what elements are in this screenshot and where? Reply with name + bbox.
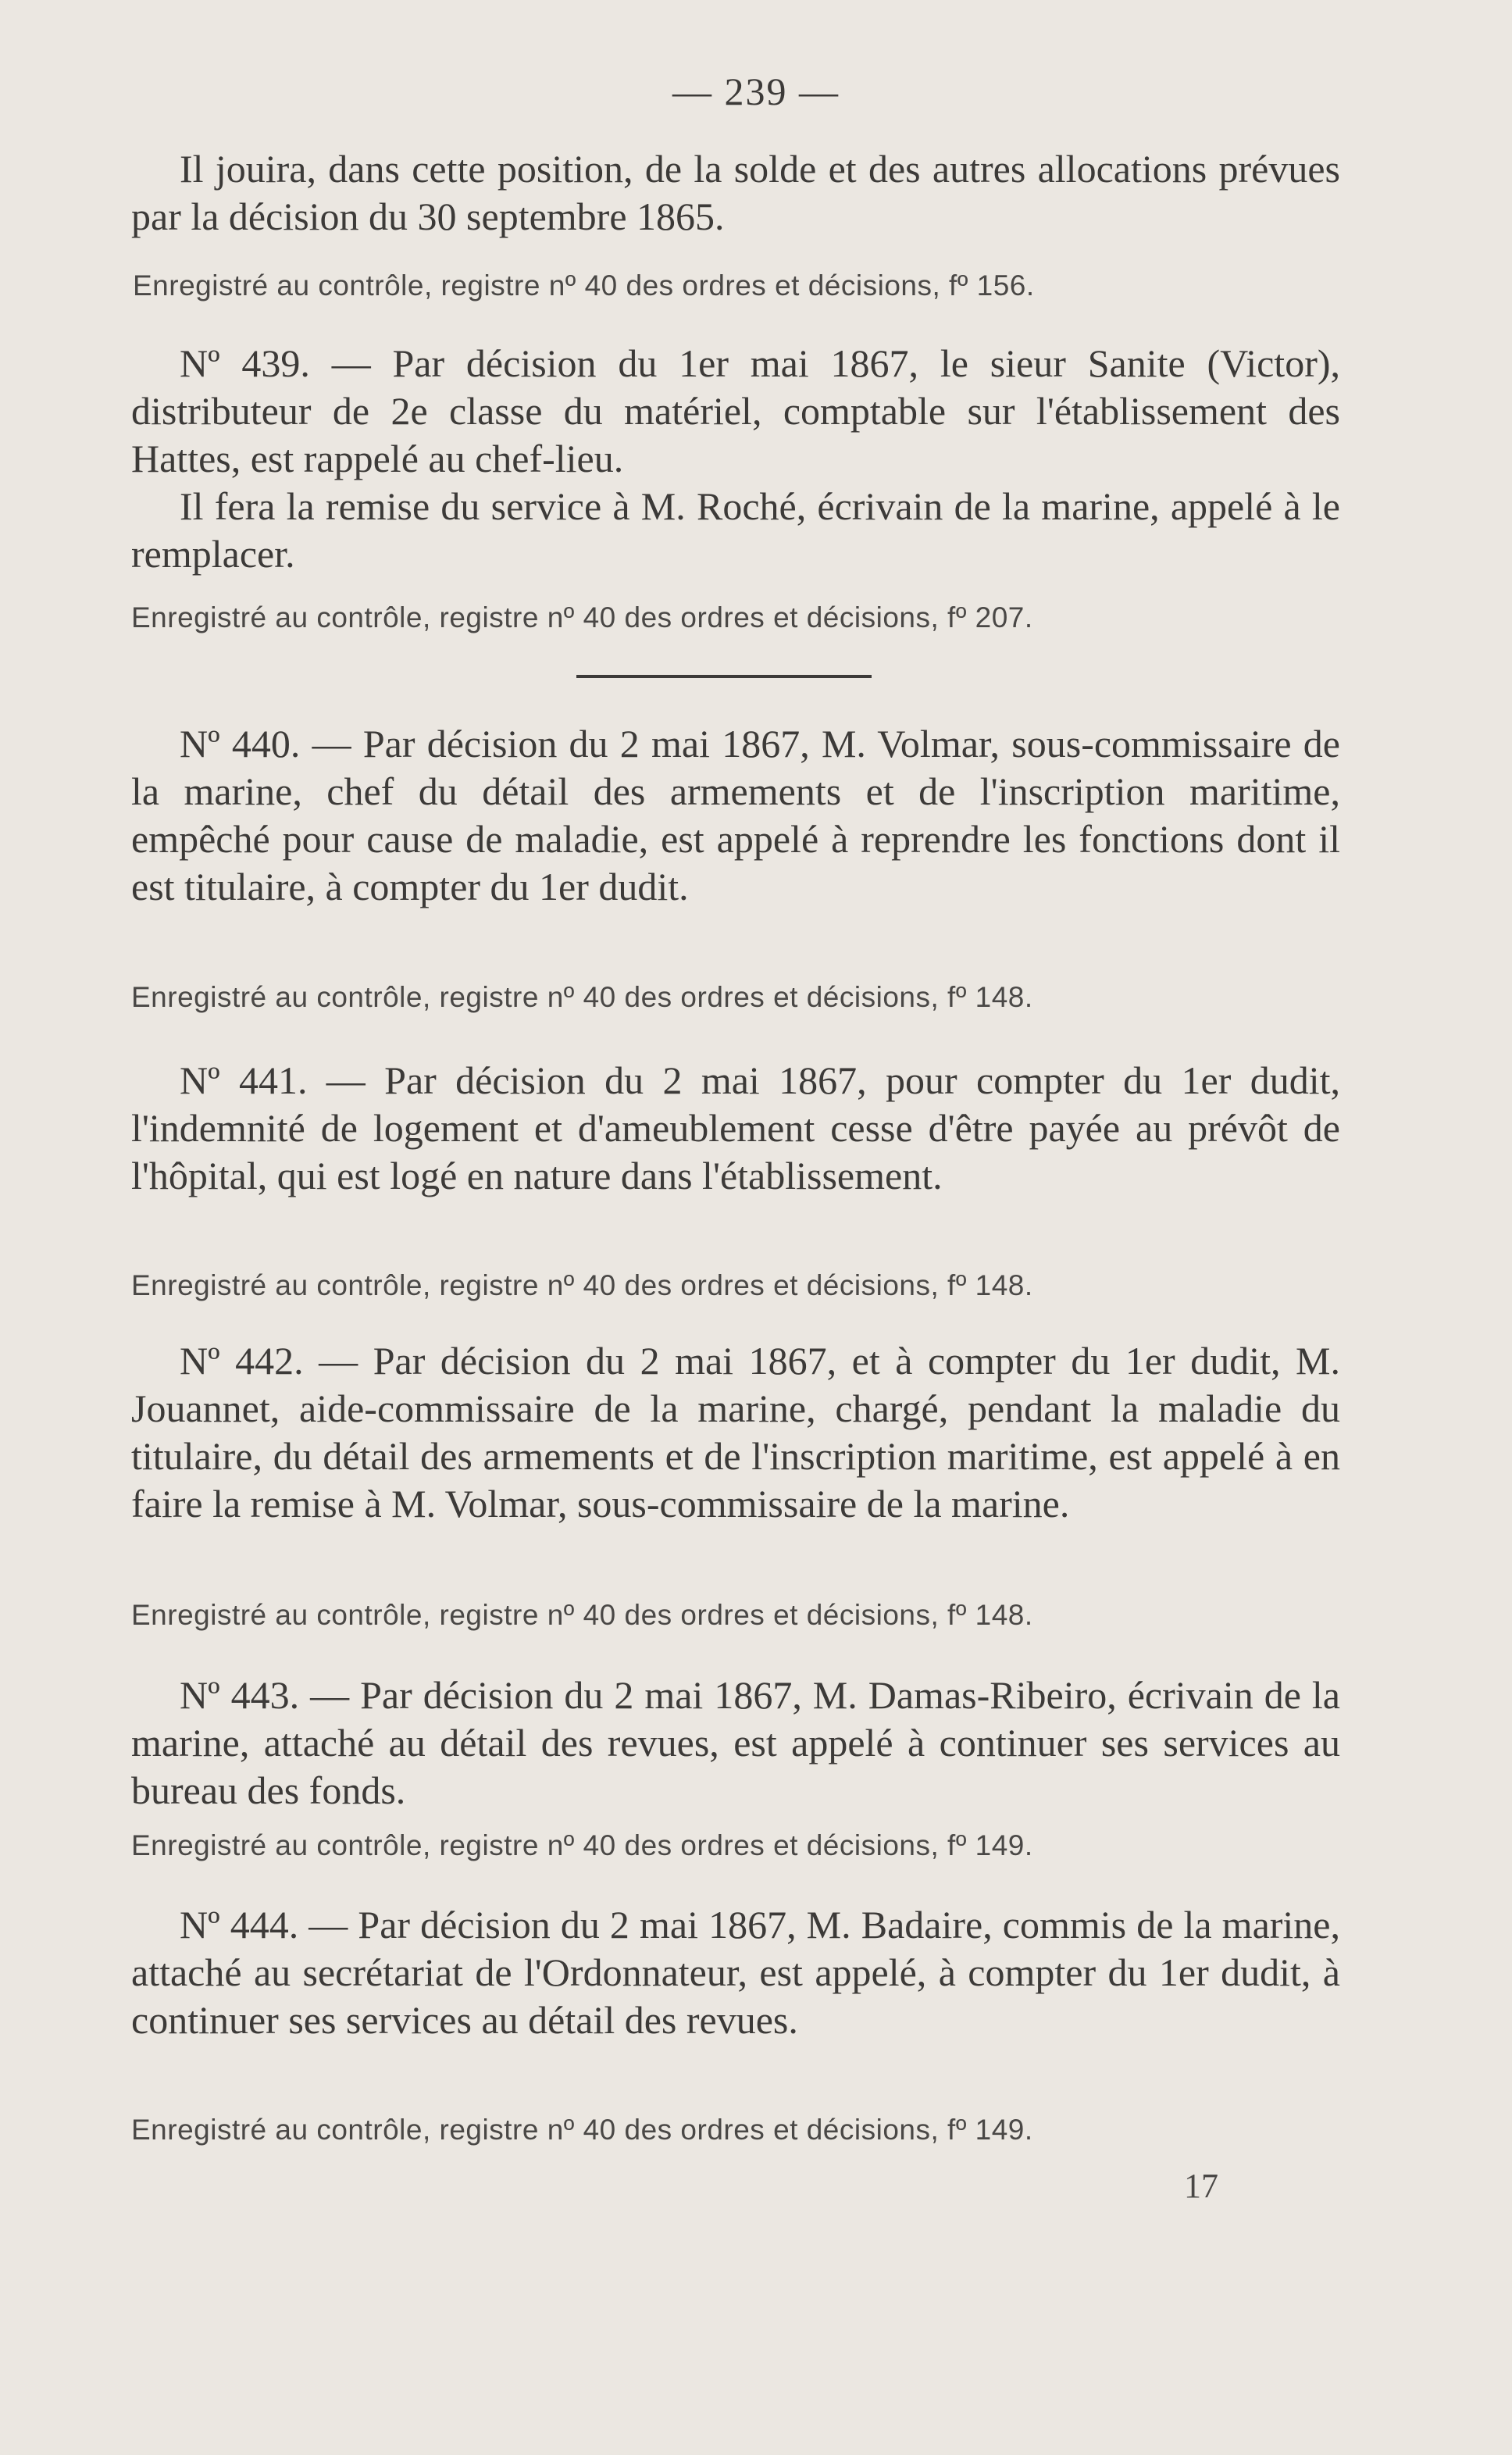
entry-text: Nº 444. — Par décision du 2 mai 1867, M. Badaire, commis de la marine, attaché au secrétariat de l'Ordonnateur, est appelé, à compter du 1er dudit, à continuer ses services au détail des revues. [131, 1903, 1340, 2042]
page-number: — 239 — [672, 70, 840, 113]
entry-444 [131, 1901, 1340, 2044]
register-note: Enregistré au contrôle, registre nº 40 des ordres et décisions, fº 149. [131, 2114, 1033, 2146]
register-note: Enregistré au contrôle, registre nº 40 des ordres et décisions, fº 149. [131, 1829, 1033, 1861]
entry-443 [131, 1672, 1340, 1814]
register-note: Enregistré au contrôle, registre nº 40 des ordres et décisions, fº 148. [131, 981, 1033, 1013]
entry-442 [131, 1337, 1340, 1528]
register-note: Enregistré au contrôle, registre nº 40 des ordres et décisions, fº 148. [131, 1269, 1033, 1301]
entry-text: Nº 442. — Par décision du 2 mai 1867, et à compter du 1er dudit, M. Jouannet, aide-commissaire de la marine, chargé, pendant la maladie du titulaire, du détail des armements et de l'inscription maritime, est appelé à en faire la remise à M. Volmar, sous-commissaire de la marine. [131, 1339, 1340, 1525]
entry-text: Nº 439. — Par décision du 1er mai 1867, le sieur Sanite (Victor), distributeur de 2e classe du matériel, comptable sur l'établissement des Hattes, est rappelé au chef-lieu. [131, 341, 1340, 480]
signature-mark: 17 [1184, 2167, 1218, 2205]
entry-439 [131, 340, 1340, 578]
entry-text-continued: Il fera la remise du service à M. Roché, écrivain de la marine, appelé à le remplacer. [131, 484, 1340, 576]
entry-text: Nº 440. — Par décision du 2 mai 1867, M. Volmar, sous-commissaire de la marine, chef du détail des armements et de l'inscription maritime, empêché pour cause de maladie, est appelé à reprendre les fonctions dont il est titulaire, à compter du 1er dudit. [131, 722, 1340, 908]
entry-text: Il jouira, dans cette position, de la solde et des autres allocations prévues par la décision du 30 septembre 1865. [131, 147, 1340, 238]
register-note: Enregistré au contrôle, registre nº 40 des ordres et décisions, fº 148. [131, 1599, 1033, 1631]
entry-continuation [131, 145, 1340, 241]
register-note: Enregistré au contrôle, registre nº 40 des ordres et décisions, fº 207. [131, 601, 1033, 633]
entry-text: Nº 441. — Par décision du 2 mai 1867, pour compter du 1er dudit, l'indemnité de logement et d'ameublement cesse d'être payée au prévôt de l'hôpital, qui est logé en nature dans l'établissement. [131, 1058, 1340, 1197]
register-note: Enregistré au contrôle, registre nº 40 des ordres et décisions, fº 156. [133, 269, 1035, 302]
entry-440 [131, 720, 1340, 911]
section-separator [576, 675, 872, 678]
entry-text: Nº 443. — Par décision du 2 mai 1867, M. Damas-Ribeiro, écrivain de la marine, attaché au détail des revues, est appelé à continuer ses services au bureau des fonds. [131, 1673, 1340, 1812]
entry-441 [131, 1057, 1340, 1200]
